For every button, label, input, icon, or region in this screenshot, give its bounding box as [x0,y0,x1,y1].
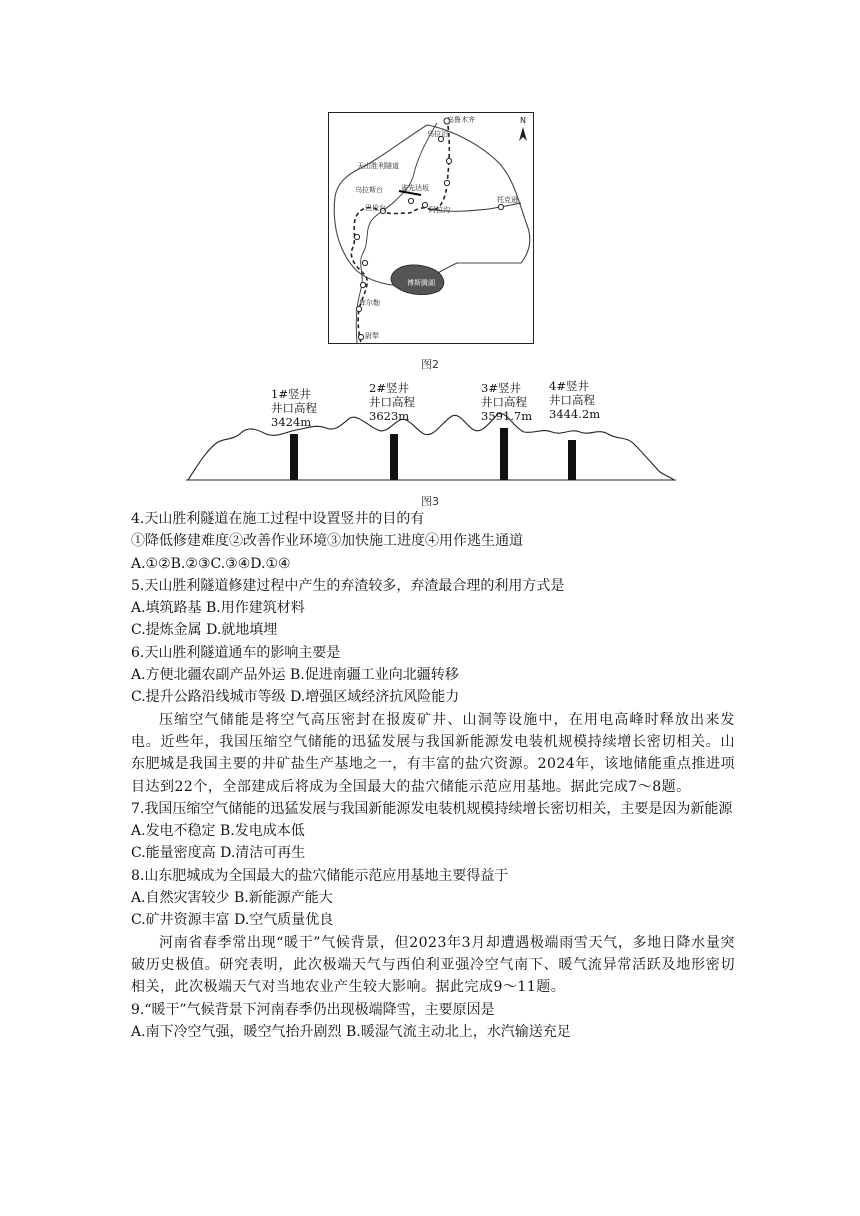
question-text [131,508,735,1043]
label-wulabo: 乌拉泊 [427,130,448,138]
label-tunnel: 天山胜利隧道 [357,162,399,170]
label-yuli: 尉犁 [365,332,379,340]
text-line: C.矿井资源丰富 D.空气质量优良 [131,912,334,929]
shaft-4-label: 4#竖井 井口高程 3444.2m [549,379,601,421]
label-alagou: 阿拉沟 [429,206,450,214]
figure-2-caption: 图2 [421,358,439,371]
text-line: A.南下冷空气强，暖空气抬升剧烈 B.暖湿气流主动北上，水汽输送充足 [131,1023,571,1040]
passage-paragraph: 压缩空气储能是将空气高压密封在报废矿井、山洞等设施中，在用电高峰时释放出来发电。近些年，我国压缩空气储能的迅猛发展与我国新能源发电装机规模持续增长密切相关。山东肥城是我国主要的井矿盐生产基地之一，有丰富的盐穴资源。2024年，该地储能重点推进项目达到22个，全部建成后将成为全国最大的盐穴储能示范应用基地。据此完成7～8题。 [131,711,735,795]
figure-3-profile [186,372,676,492]
text-line: A.填筑路基 B.用作建筑材料 [131,600,305,617]
north-arrow-icon [519,127,527,141]
text-line: A.①②B.②③C.③④D.①④ [131,555,291,572]
text-line: 6.天山胜利隧道通车的影响主要是 [131,644,341,661]
text-line: C.能量密度高 D.清洁可再生 [131,845,306,862]
label-tuokexun: 托克逊 [497,196,518,204]
label-kuerle: 库尔勒 [359,299,380,307]
text-line: 5.天山胜利隧道修建过程中产生的弃渣较多，弃渣最合理的利用方式是 [131,577,565,594]
passage-paragraph: 河南省春季常出现“暖干”气候背景，但2023年3月却遭遇极端雨雪天气，多地日降水量突破历史极值。研究表明，此次极端天气与西伯利亚强冷空气南下、暖气流异常活跃及地形密切相关，此次极端天气对当地农业产生较大影响。据此完成9～11题。 [131,934,735,996]
label-bosten: 博斯腾湖 [407,279,435,287]
text-line: A.方便北疆农副产品外运 B.促进南疆工业向北疆转移 [131,667,459,684]
label-wulumuqi: 乌鲁木齐 [447,116,475,124]
profile-drawing [186,372,676,492]
text-line: 4.天山胜利隧道在施工过程中设置竖井的目的有 [131,511,425,527]
figure-3-caption: 图3 [421,495,439,508]
shaft-2 [390,434,398,480]
text-line: A.发电不稳定 B.发电成本低 [131,823,305,840]
label-wulasitai: 乌拉斯台 [355,186,383,194]
terrain-profile [188,413,674,480]
shaft-1-label: 1#竖井 井口高程 3424m [271,387,317,429]
map-drawing [329,113,535,345]
highway-line [356,123,437,343]
north-label: N [520,116,526,125]
text-line: C.提升公路沿线城市等级 D.增强区域经济抗风险能力 [131,689,460,706]
text-line: 7.我国压缩空气储能的迅猛发展与我国新能源发电装机规模持续增长密切相关，主要是因为新能源 [131,800,733,817]
text-line: 9.“暖干”气候背景下河南春季仍出现极端降雪，主要原因是 [131,1001,495,1018]
shaft-4 [568,440,576,480]
text-line: 8.山东肥城成为全国最大的盐穴储能示范应用基地主要得益于 [131,867,509,884]
shaft-3 [500,428,508,480]
figure-2-map [328,112,534,344]
shaft-3-label: 3#竖井 井口高程 3591.7m [481,381,533,423]
shaft-2-label: 2#竖井 井口高程 3623m [369,381,415,423]
text-line: A.自然灾害较少 B.新能源产能大 [131,890,333,907]
railway-line [351,119,449,343]
label-balun: 巴伦台 [365,204,386,212]
label-queshi: 雀先达坂 [401,184,429,192]
text-line: C.提炼金属 D.就地填埋 [131,622,278,639]
text-line: ①降低修建难度②改善作业环境③加快施工进度④用作逃生通道 [131,533,523,550]
shaft-1 [290,434,298,480]
